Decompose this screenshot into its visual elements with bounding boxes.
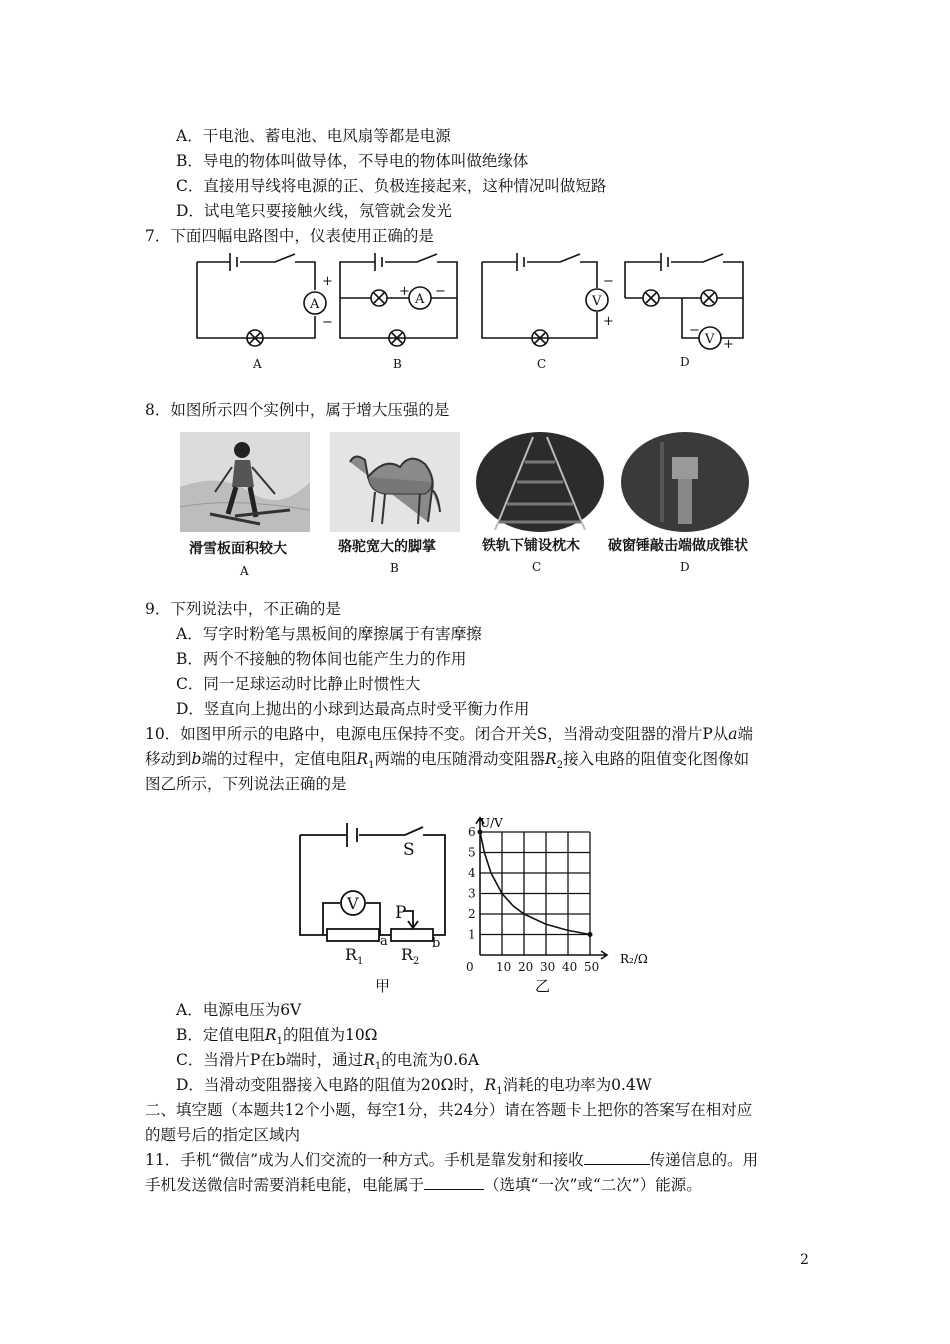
q6-option-d: D．试电笔只要接触火线，氖管就会发光 — [176, 202, 452, 220]
q7-stem: 7．下面四幅电路图中，仪表使用正确的是 — [145, 227, 434, 245]
photo-label-a: A — [240, 564, 249, 578]
q6-option-a: A．干电池、蓄电池、电风扇等都是电源 — [176, 127, 451, 145]
q9-stem: 9．下列说法中，不正确的是 — [145, 600, 341, 618]
skier-photo — [180, 432, 310, 532]
q9-option-b: B．两个不接触的物体间也能产生力的作用 — [176, 650, 467, 668]
q10-graph-yi — [460, 815, 650, 995]
q10-stem-line2: 移动到b端的过程中，定值电阻$R_1$两端的电压随滑动变阻器$R_2$接入电路的阻值变化图像如 — [145, 750, 750, 772]
circuit-b — [340, 253, 457, 346]
hammer-photo — [620, 432, 750, 532]
circuit-label-c: C — [537, 357, 547, 371]
q11-blank-2[interactable] — [424, 1175, 484, 1190]
slider-label: P — [395, 903, 407, 923]
circuit-caption-jia: 甲 — [375, 977, 391, 995]
x-tick-label: 10 — [496, 960, 512, 974]
q10-option-a: A．电源电压为6V — [176, 1001, 302, 1019]
y-tick-label: 5 — [468, 845, 476, 860]
photo-caption-a: 滑雪板面积较大 — [189, 541, 287, 557]
x-tick-label: 50 — [584, 960, 600, 974]
photo-caption-c: 铁轨下铺设枕木 — [482, 538, 580, 554]
r1-label: R — [345, 945, 358, 964]
voltmeter-d-symbol: V — [705, 332, 715, 347]
section2-heading-line2: 的题号后的指定区域内 — [145, 1126, 301, 1144]
y-tick-label: 2 — [468, 907, 476, 921]
minus-sign: − — [322, 315, 333, 330]
voltmeter-c-symbol: V — [592, 294, 602, 309]
chart-xlabel: R₂/Ω — [620, 952, 648, 966]
terminal-a-label: a — [380, 934, 388, 949]
circuit-label-b: B — [393, 357, 402, 371]
q10-option-d: D．当滑动变阻器接入电路的阻值为20Ω时，$R_1$消耗的电功率为0.4W — [176, 1076, 652, 1098]
circuit-a — [197, 253, 326, 346]
y-tick-label: 3 — [468, 886, 476, 901]
q6-option-c: C．直接用导线将电源的正、负极连接起来，这种情况叫做短路 — [176, 177, 607, 195]
minus-sign: − — [435, 284, 446, 299]
railway-photo — [475, 432, 605, 532]
circuit-label-d: D — [680, 355, 690, 369]
plus-sign: + — [399, 284, 410, 299]
x-tick-label: 20 — [518, 960, 534, 974]
data-point — [588, 932, 593, 937]
r2-subscript: 2 — [413, 956, 420, 967]
q8-stem: 8．如图所示四个实例中，属于增大压强的是 — [145, 401, 450, 419]
q9-option-a: A．写字时粉笔与黑板间的摩擦属于有害摩擦 — [176, 625, 482, 643]
ammeter-a-symbol: A — [310, 297, 320, 312]
q11-line2: 手机发送微信时需要消耗电能，电能属于 （选填“一次”或“二次”）能源。 — [145, 1176, 702, 1194]
r1-subscript: 1 — [357, 956, 364, 967]
ammeter-b-symbol: A — [415, 292, 425, 307]
circuit-d — [625, 253, 743, 349]
photo-label-d: D — [680, 560, 690, 574]
q10-circuit-jia — [295, 815, 455, 995]
q7-circuit-diagrams — [185, 250, 765, 375]
minus-sign: − — [689, 323, 700, 338]
q9-option-d: D．竖直向上抛出的小球到达最高点时受平衡力作用 — [176, 700, 530, 718]
circuit-label-a: A — [253, 357, 262, 371]
y-tick-label: 4 — [468, 866, 476, 880]
circuit-c — [482, 253, 608, 346]
x-tick-label: 30 — [540, 960, 556, 974]
voltmeter-symbol: V — [347, 894, 359, 913]
plus-sign: + — [603, 314, 614, 329]
chart-series-line — [480, 832, 590, 935]
x-axis — [480, 951, 607, 959]
data-point — [478, 830, 483, 835]
q10-option-b: B．定值电阻$R_1$的阻值为10Ω — [176, 1026, 378, 1048]
r2-label: R — [401, 945, 414, 964]
q6-option-b: B．导电的物体叫做导体，不导电的物体叫做绝缘体 — [176, 152, 529, 170]
photo-label-b: B — [390, 561, 399, 575]
section2-heading-line1: 二、填空题（本题共12个小题，每空1分，共24分）请在答题卡上把你的答案写在相对应 — [145, 1101, 753, 1119]
q9-option-c: C．同一足球运动时比静止时惯性大 — [176, 675, 421, 693]
x-tick-label: 40 — [562, 960, 578, 974]
q11-blank-1[interactable] — [584, 1150, 650, 1165]
switch-label: S — [403, 840, 415, 860]
photo-label-c: C — [532, 560, 542, 574]
camel-photo — [330, 432, 460, 532]
chart-caption-yi: 乙 — [535, 977, 551, 995]
y-tick-label: 6 — [468, 825, 476, 839]
photo-caption-d: 破窗锤敲击端做成锥状 — [608, 538, 748, 554]
plus-sign: + — [322, 274, 333, 289]
minus-sign: − — [603, 274, 614, 289]
y-tick-label: 1 — [468, 927, 476, 942]
q10-stem-line3: 图乙所示，下列说法正确的是 — [145, 775, 347, 793]
chart-ylabel: U/V — [480, 816, 503, 830]
q11-line1: 11．手机“微信”成为人们交流的一种方式。手机是靠发射和接收 传递信息的。用 — [145, 1151, 759, 1169]
x-tick-label: 0 — [466, 960, 474, 974]
q10-stem-line1: 10．如图甲所示的电路中，电源电压保持不变。闭合开关S，当滑动变阻器的滑片P从a端 — [145, 725, 754, 743]
q10-option-c: C．当滑片P在b端时，通过$R_1$的电流为0.6A — [176, 1051, 480, 1073]
plus-sign: + — [723, 337, 734, 352]
terminal-b-label: b — [432, 936, 441, 951]
photo-caption-b: 骆驼宽大的脚掌 — [338, 539, 436, 555]
page-number: 2 — [800, 1252, 809, 1268]
